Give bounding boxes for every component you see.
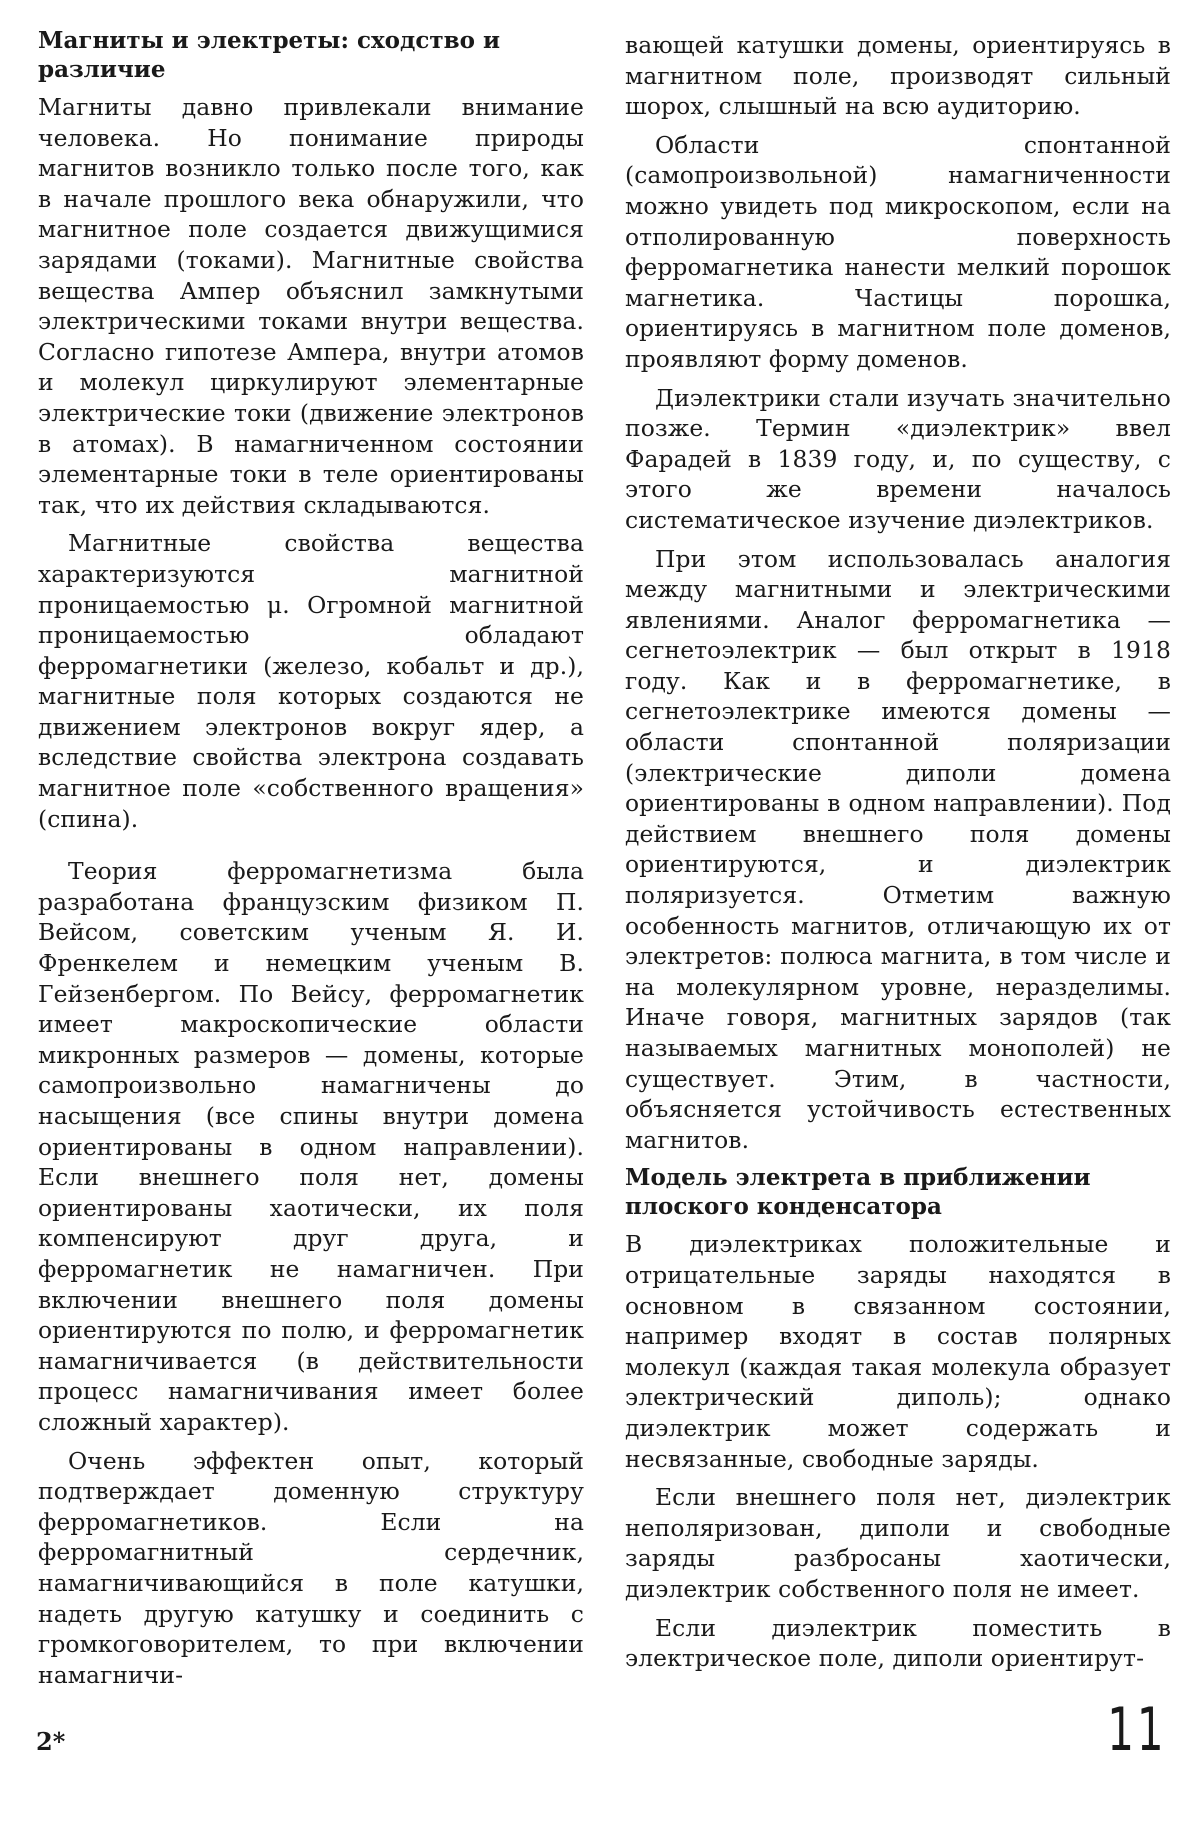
paragraph: вающей катушки домены, ориентируясь в магнитном поле, производят сильный шорох, слышный на всю аудиторию.: [625, 31, 1171, 121]
signature-mark: 2*: [36, 1727, 66, 1756]
page-number: 11: [1106, 1695, 1166, 1765]
paragraph: В диэлектриках положительные и отрицательные заряды находятся в основном в связанном состоянии, например входят в состав полярных молекул (каждая такая молекула образует электрический диполь); однако диэлектрик может содержать и несвязанные, свободные заряды.: [625, 1230, 1171, 1473]
paragraph: Если внешнего поля нет, диэлектрик неполяризован, диполи и свободные заряды разбросаны хаотически, диэлектрик собственного поля не имеет.: [625, 1483, 1171, 1603]
right-column: [625, 26, 1171, 1682]
paragraph: Теория ферромагнетизма была разработана французским физиком П. Вейсом, советским ученым Я. И. Френкелем и немецким ученым В. Гейзенбергом. По Вейсу, ферромагнетик имеет макроскопические области микронных размеров — домены, которые самопроизвольно намагничены до насыщения (все спины внутри домена ориентированы в одном направлении). Если внешнего поля нет, домены ориентированы хаотически, их поля компенсируют друг друга, и ферромагнетик не намагничен. При включении внешнего поля домены ориентируются по полю, и ферромагнетик намагничивается (в действительности процесс намагничивания имеет более сложный характер).: [38, 857, 584, 1436]
paragraph: Области спонтанной (самопроизвольной) намагниченности можно увидеть под микроскопом, если на отполированную поверхность ферромагнетика нанести мелкий порошок магнетика. Частицы порошка, ориентируясь в магнитном поле доменов, проявляют форму доменов.: [625, 130, 1171, 373]
section-heading-electret-model: Модель электрета в приближении плоского конденсатора: [625, 1164, 1091, 1221]
section-heading-magnets: Магниты и электреты: сходство и различие: [38, 27, 500, 83]
paragraph: Очень эффектен опыт, который подтверждает доменную структуру ферромагнетиков. Если на ферромагнитный сердечник, намагничивающийся в поле катушки, надеть другую катушку и соединить с громкоговорителем, то при включении намагничи-: [38, 1446, 584, 1689]
paragraph: Магнитные свойства вещества характеризуются магнитной проницаемостью μ. Огромной магнитной проницаемостью обладают ферромагнетики (железо, кобальт и др.), магнитные поля которых создаются не движением электронов вокруг ядер, а вследствие свойства электрона создавать магнитное поле «собственного вращения» (спина).: [38, 529, 584, 833]
paragraph: При этом использовалась аналогия между магнитными и электрическими явлениями. Аналог ферромагнетика — сегнетоэлектрик — был открыт в 1918 году. Как и в ферромагнетике, в сегнетоэлектрике имеются домены — области спонтанной поляризации (электрические диполи домена ориентированы в одном направлении). Под действием внешнего поля домены ориентируются, и диэлектрик поляризуется. Отметим важную особенность магнитов, отличающую их от электретов: полюса магнита, в том числе и на молекулярном уровне, неразделимы. Иначе говоря, магнитных зарядов (так называемых магнитных монополей) не существует. Этим, в частности, объясняется устойчивость естественных магнитов.: [625, 544, 1171, 1154]
paragraph: Если диэлектрик поместить в электрическое поле, диполи ориентирут-: [625, 1613, 1171, 1673]
paragraph: Диэлектрики стали изучать значительно позже. Термин «диэлектрик» ввел Фарадей в 1839 году, и, по существу, с этого же времени началось систематическое изучение диэлектриков.: [625, 383, 1171, 534]
paragraph: Магниты давно привлекали внимание человека. Но понимание природы магнитов возникло только после того, как в начале прошлого века обнаружили, что магнитное поле создается движущимися зарядами (токами). Магнитные свойства вещества Ампер объяснил замкнутыми электрическими токами внутри вещества. Согласно гипотезе Ампера, внутри атомов и молекул циркулируют элементарные электрические токи (движение электронов в атомах). В намагниченном состоянии элементарные токи в теле ориентированы так, что их действия складываются.: [38, 93, 584, 519]
left-column: [38, 26, 584, 1698]
